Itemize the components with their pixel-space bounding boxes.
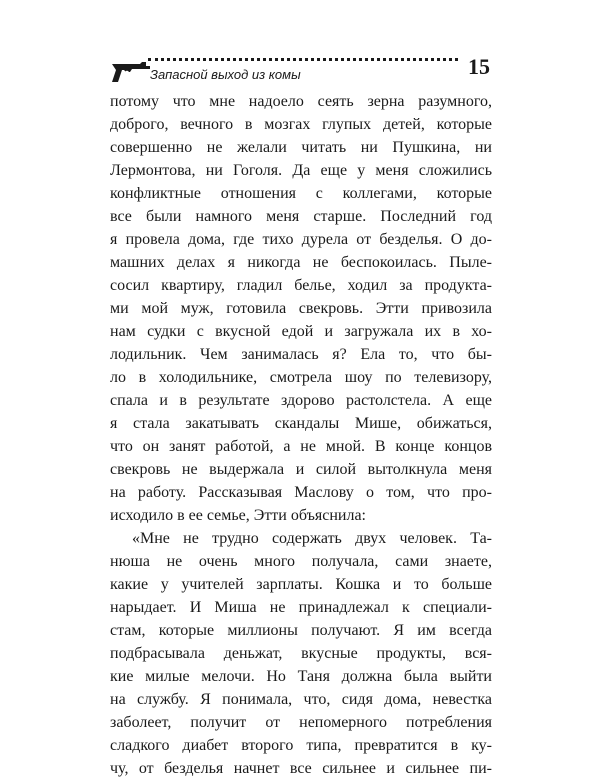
text-line: подбрасывала деньжат, вкусные продукты, вся-: [110, 645, 492, 662]
text-line: машних делах я никогда не беспокоилась. Пыле-: [110, 254, 492, 271]
text-line: что он занят работой, а не мной. В конце концов: [110, 438, 492, 455]
text-line: сладкого диабет второго типа, превратится в ку-: [110, 737, 492, 754]
text-line: нарыдает. И Миша не принадлежал к специали-: [110, 599, 492, 616]
running-head: [110, 52, 490, 86]
text-line: нюша не очень много получала, сами знаете,: [110, 553, 492, 570]
text-line: нам судки с вкусной едой и загружала их в хо-: [110, 323, 492, 340]
page-number: 15: [468, 54, 490, 79]
text-line: ло в холодильнике, смотрела шоу по телевизору,: [110, 369, 492, 386]
body-text: [110, 90, 492, 780]
header-dotted-rule: [148, 58, 458, 61]
text-line: лодильник. Чем занималась я? Ела то, что бы-: [110, 346, 492, 363]
text-line: исходило в ее семье, Этти объяснила:: [110, 507, 366, 524]
text-line: потому что мне надоело сеять зерна разумного,: [110, 93, 492, 110]
text-line: доброго, вечного в мозгах глупых детей, которые: [110, 116, 492, 133]
text-line: заболеет, получит от непомерного потребления: [110, 714, 492, 731]
text-line: «Мне не трудно содержать двух человек. Та-: [132, 530, 492, 547]
text-line: на службу. Я понимала, что, сидя дома, невестка: [110, 691, 492, 708]
revolver-icon: [110, 58, 154, 84]
text-line: совершенно не желали читать ни Пушкина, ни: [110, 139, 492, 156]
text-line: свекровь не выдержала и силой вытолкнула меня: [110, 461, 492, 478]
text-line: ми мой муж, готовила свекровь. Этти привозила: [110, 300, 492, 317]
text-line: кие милые мелочи. Но Таня должна была выйти: [110, 668, 492, 685]
text-line: чу, от безделья начнет все сильнее и сильнее пи-: [110, 760, 492, 777]
text-line: сосил квартиру, гладил белье, ходил за продукта-: [110, 277, 492, 294]
text-line: я стала закатывать скандалы Мише, обижаться,: [110, 415, 492, 432]
text-line: я провела дома, где тихо дурела от безделья. О до-: [110, 231, 492, 248]
book-title: Запасной выход из комы: [150, 67, 301, 82]
text-line: спала и в результате здорово растолстела. А еще: [110, 392, 492, 409]
text-line: какие у учителей зарплаты. Кошка и то больше: [110, 576, 492, 593]
text-line: конфликтные отношения с коллегами, которые: [110, 185, 492, 202]
text-line: стам, которые миллионы получают. Я им всегда: [110, 622, 492, 639]
text-line: на работу. Рассказывая Маслову о том, что про-: [110, 484, 492, 501]
text-line: Лермонтова, ни Гоголя. Да еще у меня сложились: [110, 162, 492, 179]
text-line: все были намного меня старше. Последний год: [110, 208, 492, 225]
